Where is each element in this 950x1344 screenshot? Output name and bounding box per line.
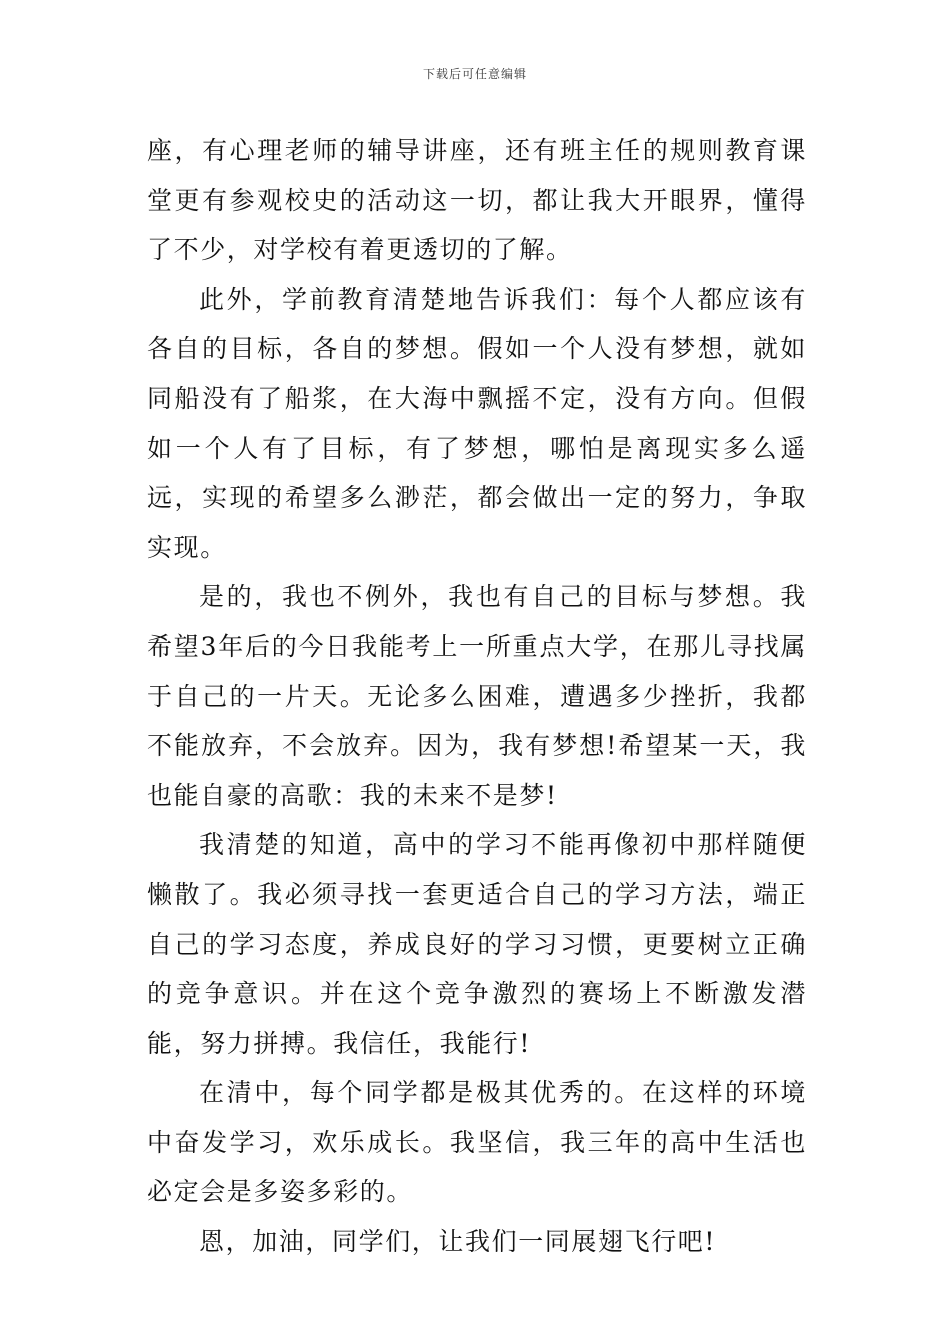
document-body [147,126,807,1267]
paragraph-closing: 恩，加油，同学们，让我们一同展翅飞行吧! [199,1227,717,1257]
paragraph-goals: 此外，学前教育清楚地告诉我们：每个人都应该有各自的目标，各自的梦想。假如一个人没有梦想，就如同船没有了船浆，在大海中飘摇不定，没有方向。但假如一个人有了目标，有了梦想，哪怕是离现实多么遥远，实现的希望多么渺茫，都会做出一定的努力，争取实现。 [147,284,807,562]
paragraph-dream: 是的，我也不例外，我也有自己的目标与梦想。我希望3年后的今日我能考上一所重点大学，在那儿寻找属于自己的一片天。无论多么困难，遭遇多少挫折，我都不能放弃，不会放弃。因为，我有梦想!希望某一天，我也能自豪的高歌：我的未来不是梦! [147,582,807,810]
paragraph-study: 我清楚的知道，高中的学习不能再像初中那样随便懒散了。我必须寻找一套更适合自己的学习方法，端正自己的学习态度，养成良好的学习习惯，更要树立正确的竞争意识。并在这个竞争激烈的赛场上不断激发潜能，努力拼搏。我信任，我能行! [147,830,807,1058]
paragraph-school: 在清中，每个同学都是极其优秀的。在这样的环境中奋发学习，欢乐成长。我坚信，我三年的高中生活也必定会是多姿多彩的。 [147,1078,807,1207]
paragraph-continuation: 座，有心理老师的辅导讲座，还有班主任的规则教育课堂更有参观校史的活动这一切，都让我大开眼界，懂得了不少，对学校有着更透切的了解。 [147,136,807,265]
page-header-note: 下载后可任意编辑 [422,67,527,81]
